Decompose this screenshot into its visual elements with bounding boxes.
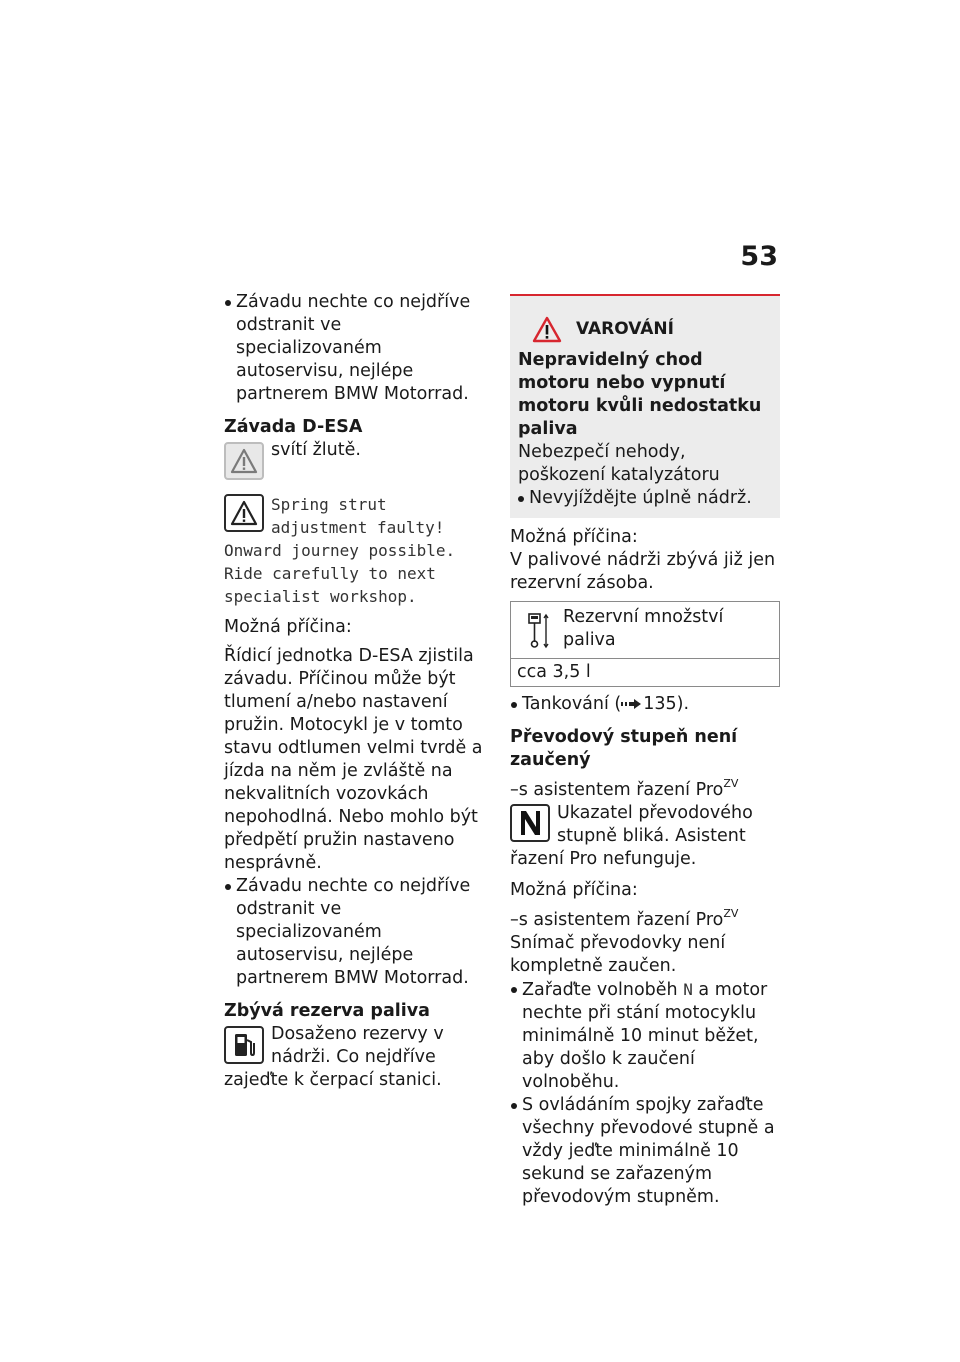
bullet-item: Závadu nechte co nejdříve odstranit ve specializovaném autoservisu, nejlépe partnerem BMW Motorrad. [224,875,492,990]
table-value: cca 3,5 l [517,662,591,682]
warning-box [510,294,780,518]
warning-triangle-icon [224,442,264,480]
bullet-text: Zařaďte volnoběh [522,980,678,1000]
fuel-reserve-table [510,601,780,687]
bullet-item [510,693,780,716]
gear-n-icon [510,804,550,842]
refuel-text: Tankování ( [522,694,622,714]
cause-text: Snímač převodovky není kompletně zaučen. [510,933,726,976]
warning-label: VAROVÁNÍ [576,319,674,339]
cause-label: Možná příčina: [510,527,638,547]
fuel-pump-icon [224,1026,264,1064]
gear-indicator-text: Ukazatel převodového stupně bliká. Asistent řazení Pro nefunguje. [510,803,753,869]
assist-text: –s asistentem řazení Pro [510,910,724,930]
table-label: Rezervní množství paliva [563,607,724,650]
page-ref-arrow-icon [621,698,643,710]
left-column [224,291,492,1092]
warning-bullet: Nevyjíždějte úplně nádrž. [518,487,772,510]
bullet-item: S ovládáním spojky zařaďte všechny převodové stupně a vždy jeďte minimálně 10 sekund se zařazeným převodovým stupněm. [510,1094,780,1209]
bullet-item [510,978,780,1094]
page-number: 53 [740,241,778,272]
neutral-gear-symbol: N [683,980,693,999]
section-heading-fuel: Zbývá rezerva paliva [224,1001,430,1021]
section-heading-gear: Převodový stupeň není zaučený [510,727,738,770]
display-message: Spring strut adjustment faulty! Onward journey possible. Ride carefully to next specialist workshop. [224,495,456,606]
cause-label: Možná příčina: [224,617,352,637]
assist-sup: ZV [723,777,739,790]
assist-sup: ZV [723,907,739,920]
fuel-level-icon [525,612,551,650]
desa-status-text: svítí žlutě. [271,440,361,460]
fuel-reserve-text: Dosaženo rezervy v nádrži. Co nejdříve zajeďte k čerpací stanici. [224,1024,444,1090]
refuel-page-link[interactable]: 135). [643,694,690,714]
warning-title: Nepravidelný chod motoru nebo vypnutí motoru kvůli nedostatku paliva [518,350,762,439]
section-heading-desa: Závada D-ESA [224,417,363,437]
warning-triangle-icon [224,494,264,532]
assist-text: –s asistentem řazení Pro [510,780,724,800]
cause-label: Možná příčina: [510,880,638,900]
cause-text: Řídicí jednotka D-ESA zjistila závadu. Příčinou může být tlumení a/nebo nastavení pružin. Motocykl je v tomto stavu odtlumen velmi tvrdě a jízda na něm je zvláště na nekvalitních vozovkách nepohodlná. Nebo mohlo být předpětí pružin nastaveno nesprávně. [224,646,483,873]
assist-condition [510,902,780,932]
table-row [511,602,779,659]
warning-text: Nebezpečí nehody, poškození katalyzátoru [518,442,720,485]
cause-text: V palivové nádrži zbývá již jen rezervní zásoba. [510,550,776,593]
bullet-text: a motor nechte při stání motocyklu minimálně 10 minut běžet, aby došlo k zaučení volnoběhu. [522,980,768,1092]
warning-header [518,316,772,343]
warning-triangle-icon [532,316,562,343]
bullet-item: Závadu nechte co nejdříve odstranit ve specializovaném autoservisu, nejlépe partnerem BMW Motorrad. [224,291,492,406]
right-column [510,294,780,1209]
assist-condition [510,772,780,802]
